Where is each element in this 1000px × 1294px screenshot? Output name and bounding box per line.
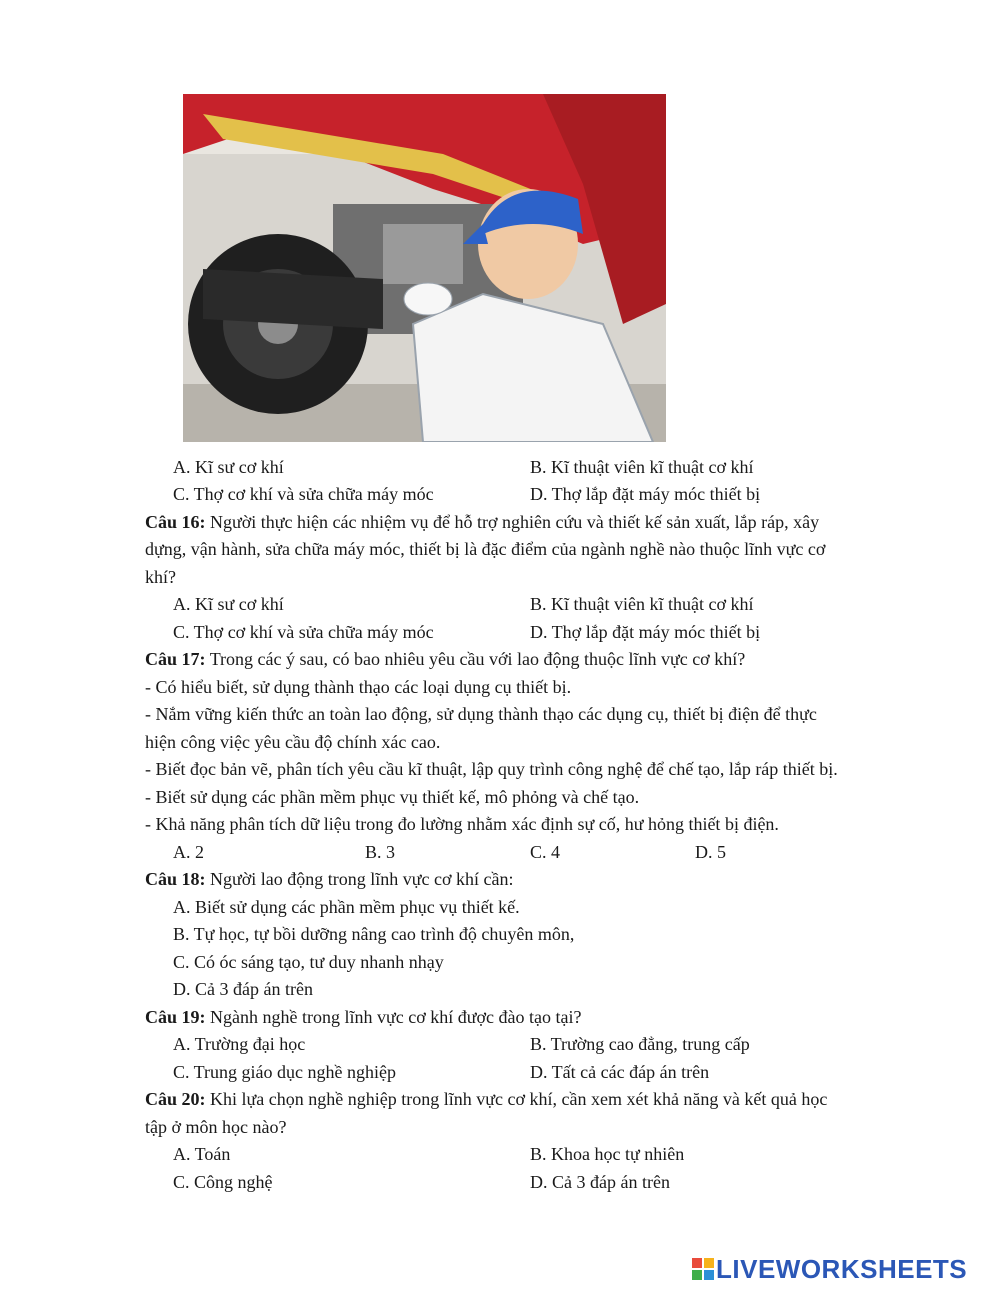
- question-20-text: Khi lựa chọn nghề nghiệp trong lĩnh vực cơ khí, cần xem xét khả năng và kết quả học: [205, 1089, 828, 1109]
- mechanic-motorbike-photo: [183, 94, 666, 442]
- question-16-line-1: [145, 511, 819, 533]
- question-19-line-1: [145, 1006, 581, 1028]
- question-18-text: Người lao động trong lĩnh vực cơ khí cần:: [205, 869, 514, 889]
- question-18-number: Câu 18:: [145, 869, 206, 889]
- question-17-text: Trong các ý sau, có bao nhiêu yêu cầu với lao động thuộc lĩnh vực cơ khí?: [205, 649, 746, 669]
- prev-option-d: D. Thợ lắp đặt máy móc thiết bị: [530, 484, 761, 504]
- question-17-item-5: - Khả năng phân tích dữ liệu trong đo lường nhằm xác định sự cố, hư hỏng thiết bị điện.: [145, 814, 779, 834]
- question-17-number: Câu 17:: [145, 649, 206, 669]
- question-18-option-a: A. Biết sử dụng các phần mềm phục vụ thiết kế.: [173, 897, 520, 917]
- question-17-item-4: - Biết sử dụng các phần mềm phục vụ thiết kế, mô phỏng và chế tạo.: [145, 787, 640, 807]
- liveworksheets-logo-icon: [692, 1258, 714, 1280]
- question-16-line-3: khí?: [145, 567, 176, 587]
- question-20-option-a: A. Toán: [173, 1144, 231, 1164]
- prev-option-a: A. Kĩ sư cơ khí: [173, 457, 284, 477]
- prev-option-c: C. Thợ cơ khí và sửa chữa máy móc: [173, 484, 434, 504]
- question-16-option-c: C. Thợ cơ khí và sửa chữa máy móc: [173, 622, 434, 642]
- question-19-option-d: D. Tất cả các đáp án trên: [530, 1062, 710, 1082]
- question-17-option-c: C. 4: [530, 842, 561, 862]
- liveworksheets-wordmark: LIVEWORKSHEETS: [716, 1253, 968, 1284]
- question-20-line-1: [145, 1088, 827, 1110]
- question-16-option-d: D. Thợ lắp đặt máy móc thiết bị: [530, 622, 761, 642]
- question-18-option-b: B. Tự học, tự bồi dưỡng nâng cao trình độ chuyên môn,: [173, 924, 575, 944]
- question-16-option-b: B. Kĩ thuật viên kĩ thuật cơ khí: [530, 594, 754, 614]
- prev-option-b: B. Kĩ thuật viên kĩ thuật cơ khí: [530, 457, 754, 477]
- question-17-option-a: A. 2: [173, 842, 204, 862]
- question-17-item-1: - Có hiểu biết, sử dụng thành thạo các loại dụng cụ thiết bị.: [145, 677, 572, 697]
- question-17-option-b: B. 3: [365, 842, 396, 862]
- question-19-number: Câu 19:: [145, 1007, 206, 1027]
- question-19-option-b: B. Trường cao đẳng, trung cấp: [530, 1034, 750, 1054]
- question-16-number: Câu 16:: [145, 512, 206, 532]
- question-17-line-1: [145, 648, 745, 670]
- question-18-option-d: D. Cả 3 đáp án trên: [173, 979, 313, 999]
- question-18-option-c: C. Có óc sáng tạo, tư duy nhanh nhạy: [173, 952, 444, 972]
- question-17-item-2-line-2: hiện công việc yêu cầu độ chính xác cao.: [145, 732, 441, 752]
- question-17-item-2-line-1: - Nắm vững kiến thức an toàn lao động, sử dụng thành thạo các dụng cụ, thiết bị điện để thực: [145, 704, 817, 724]
- liveworksheets-brand[interactable]: [692, 1254, 967, 1284]
- question-16-text: Người thực hiện các nhiệm vụ để hỗ trợ nghiên cứu và thiết kế sản xuất, lắp ráp, xây: [205, 512, 820, 532]
- question-18-line-1: [145, 868, 514, 890]
- question-19-option-c: C. Trung giáo dục nghề nghiệp: [173, 1062, 396, 1082]
- question-16-line-2: dựng, vận hành, sửa chữa máy móc, thiết bị là đặc điểm của ngành nghề nào thuộc lĩnh vực cơ: [145, 539, 826, 559]
- question-20-number: Câu 20:: [145, 1089, 206, 1109]
- question-20-option-c: C. Công nghệ: [173, 1172, 273, 1192]
- question-19-option-a: A. Trường đại học: [173, 1034, 306, 1054]
- question-16-option-a: A. Kĩ sư cơ khí: [173, 594, 284, 614]
- question-19-text: Ngành nghề trong lĩnh vực cơ khí được đào tạo tại?: [205, 1007, 582, 1027]
- question-20-option-d: D. Cả 3 đáp án trên: [530, 1172, 670, 1192]
- question-20-line-2: tập ở môn học nào?: [145, 1117, 287, 1137]
- question-17-item-3: - Biết đọc bản vẽ, phân tích yêu cầu kĩ thuật, lập quy trình công nghệ để chế tạo, lắp ráp thiết bị.: [145, 759, 838, 779]
- question-17-option-d: D. 5: [695, 842, 726, 862]
- question-20-option-b: B. Khoa học tự nhiên: [530, 1144, 685, 1164]
